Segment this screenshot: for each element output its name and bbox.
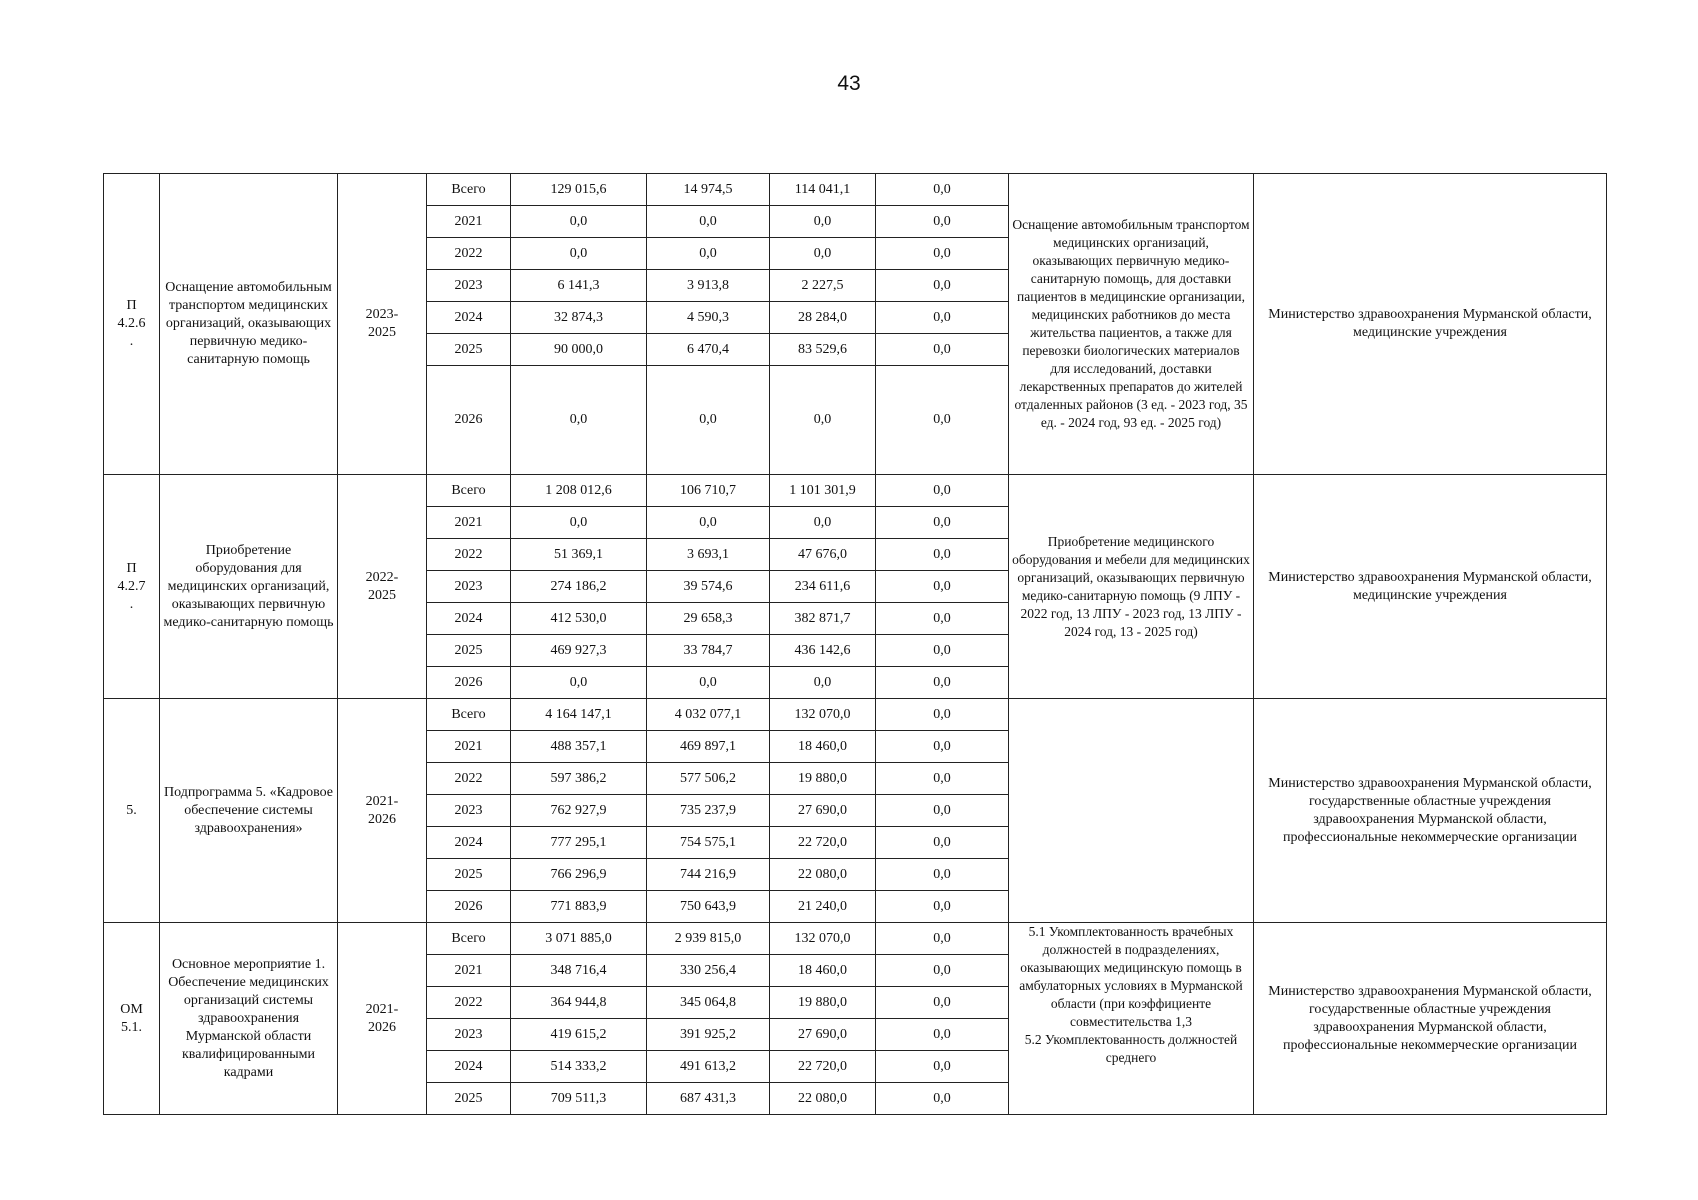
other-sources-cell: 0,0 xyxy=(876,795,1009,827)
table-body xyxy=(104,174,1607,1115)
total-cell: 0,0 xyxy=(511,667,647,699)
regional-budget-cell: 27 690,0 xyxy=(770,1019,876,1051)
federal-budget-cell: 3 693,1 xyxy=(647,539,770,571)
regional-budget-cell: 2 227,5 xyxy=(770,270,876,302)
year-cell: 2024 xyxy=(427,827,511,859)
federal-budget-cell: 2 939 815,0 xyxy=(647,923,770,955)
year-cell: Всего xyxy=(427,475,511,507)
total-cell: 597 386,2 xyxy=(511,763,647,795)
period-cell: 2021- 2026 xyxy=(338,699,427,923)
table-row xyxy=(104,699,1607,731)
regional-budget-cell: 19 880,0 xyxy=(770,987,876,1019)
regional-budget-cell: 18 460,0 xyxy=(770,731,876,763)
federal-budget-cell: 345 064,8 xyxy=(647,987,770,1019)
total-cell: 0,0 xyxy=(511,238,647,270)
total-cell: 0,0 xyxy=(511,507,647,539)
federal-budget-cell: 491 613,2 xyxy=(647,1051,770,1083)
total-cell: 129 015,6 xyxy=(511,174,647,206)
other-sources-cell: 0,0 xyxy=(876,270,1009,302)
regional-budget-cell: 18 460,0 xyxy=(770,955,876,987)
other-sources-cell: 0,0 xyxy=(876,302,1009,334)
federal-budget-cell: 6 470,4 xyxy=(647,334,770,366)
item-code-cell: П 4.2.7 . xyxy=(104,475,160,699)
other-sources-cell: 0,0 xyxy=(876,891,1009,923)
indicator-cell: 5.1 Укомплектованность врачебных должностей в подразделениях, оказывающих медицинскую помощь в амбулаторных условиях в Мурманской области (при коэффициенте совместительства 1,3 5.2 Укомплектованность должностей среднего xyxy=(1009,923,1254,1115)
other-sources-cell: 0,0 xyxy=(876,763,1009,795)
program-table xyxy=(103,173,1607,1115)
total-cell: 0,0 xyxy=(511,206,647,238)
year-cell: Всего xyxy=(427,699,511,731)
regional-budget-cell: 0,0 xyxy=(770,667,876,699)
regional-budget-cell: 382 871,7 xyxy=(770,603,876,635)
item-code-cell: П 4.2.6 . xyxy=(104,174,160,475)
total-cell: 3 071 885,0 xyxy=(511,923,647,955)
other-sources-cell: 0,0 xyxy=(876,475,1009,507)
year-cell: 2022 xyxy=(427,539,511,571)
other-sources-cell: 0,0 xyxy=(876,206,1009,238)
regional-budget-cell: 132 070,0 xyxy=(770,923,876,955)
indicator-cell: Приобретение медицинского оборудования и мебели для медицинских организаций, оказывающих первичную медико-санитарную помощь (9 ЛПУ - 2022 год, 13 ЛПУ - 2023 год, 13 ЛПУ - 2024 год, 13 - 2025 год) xyxy=(1009,475,1254,699)
federal-budget-cell: 33 784,7 xyxy=(647,635,770,667)
total-cell: 412 530,0 xyxy=(511,603,647,635)
other-sources-cell: 0,0 xyxy=(876,1051,1009,1083)
year-cell: 2021 xyxy=(427,731,511,763)
total-cell: 771 883,9 xyxy=(511,891,647,923)
federal-budget-cell: 14 974,5 xyxy=(647,174,770,206)
other-sources-cell: 0,0 xyxy=(876,731,1009,763)
item-name-cell: Подпрограмма 5. «Кадровое обеспечение системы здравоохранения» xyxy=(160,699,338,923)
year-cell: 2026 xyxy=(427,366,511,475)
total-cell: 1 208 012,6 xyxy=(511,475,647,507)
year-cell: 2024 xyxy=(427,302,511,334)
federal-budget-cell: 750 643,9 xyxy=(647,891,770,923)
regional-budget-cell: 132 070,0 xyxy=(770,699,876,731)
federal-budget-cell: 330 256,4 xyxy=(647,955,770,987)
year-cell: 2023 xyxy=(427,1019,511,1051)
year-cell: 2021 xyxy=(427,507,511,539)
item-code-cell: 5. xyxy=(104,699,160,923)
period-cell: 2023- 2025 xyxy=(338,174,427,475)
year-cell: Всего xyxy=(427,174,511,206)
table-row xyxy=(104,174,1607,206)
federal-budget-cell: 3 913,8 xyxy=(647,270,770,302)
year-cell: 2022 xyxy=(427,238,511,270)
total-cell: 348 716,4 xyxy=(511,955,647,987)
page-number: 43 xyxy=(837,72,861,95)
year-cell: 2021 xyxy=(427,206,511,238)
year-cell: 2025 xyxy=(427,859,511,891)
table-row xyxy=(104,923,1607,955)
regional-budget-cell: 114 041,1 xyxy=(770,174,876,206)
total-cell: 6 141,3 xyxy=(511,270,647,302)
year-cell: 2021 xyxy=(427,955,511,987)
regional-budget-cell: 0,0 xyxy=(770,366,876,475)
regional-budget-cell: 22 080,0 xyxy=(770,1083,876,1115)
regional-budget-cell: 22 720,0 xyxy=(770,827,876,859)
federal-budget-cell: 469 897,1 xyxy=(647,731,770,763)
other-sources-cell: 0,0 xyxy=(876,366,1009,475)
regional-budget-cell: 234 611,6 xyxy=(770,571,876,603)
period-cell: 2022- 2025 xyxy=(338,475,427,699)
federal-budget-cell: 0,0 xyxy=(647,667,770,699)
year-cell: 2025 xyxy=(427,635,511,667)
federal-budget-cell: 754 575,1 xyxy=(647,827,770,859)
total-cell: 766 296,9 xyxy=(511,859,647,891)
other-sources-cell: 0,0 xyxy=(876,955,1009,987)
federal-budget-cell: 577 506,2 xyxy=(647,763,770,795)
year-cell: 2025 xyxy=(427,1083,511,1115)
federal-budget-cell: 0,0 xyxy=(647,366,770,475)
other-sources-cell: 0,0 xyxy=(876,1019,1009,1051)
total-cell: 419 615,2 xyxy=(511,1019,647,1051)
other-sources-cell: 0,0 xyxy=(876,334,1009,366)
executor-cell: Министерство здравоохранения Мурманской области, медицинские учреждения xyxy=(1254,174,1607,475)
regional-budget-cell: 436 142,6 xyxy=(770,635,876,667)
regional-budget-cell: 27 690,0 xyxy=(770,795,876,827)
other-sources-cell: 0,0 xyxy=(876,539,1009,571)
total-cell: 364 944,8 xyxy=(511,987,647,1019)
item-name-cell: Основное мероприятие 1. Обеспечение медицинских организаций системы здравоохранения Мурманской области квалифицированными кадрами xyxy=(160,923,338,1115)
other-sources-cell: 0,0 xyxy=(876,987,1009,1019)
year-cell: 2023 xyxy=(427,571,511,603)
federal-budget-cell: 0,0 xyxy=(647,206,770,238)
year-cell: 2023 xyxy=(427,795,511,827)
table-row xyxy=(104,475,1607,507)
total-cell: 274 186,2 xyxy=(511,571,647,603)
federal-budget-cell: 391 925,2 xyxy=(647,1019,770,1051)
total-cell: 51 369,1 xyxy=(511,539,647,571)
total-cell: 777 295,1 xyxy=(511,827,647,859)
federal-budget-cell: 106 710,7 xyxy=(647,475,770,507)
other-sources-cell: 0,0 xyxy=(876,699,1009,731)
federal-budget-cell: 4 590,3 xyxy=(647,302,770,334)
other-sources-cell: 0,0 xyxy=(876,1083,1009,1115)
year-cell: 2022 xyxy=(427,987,511,1019)
regional-budget-cell: 83 529,6 xyxy=(770,334,876,366)
total-cell: 709 511,3 xyxy=(511,1083,647,1115)
other-sources-cell: 0,0 xyxy=(876,859,1009,891)
total-cell: 469 927,3 xyxy=(511,635,647,667)
regional-budget-cell: 22 080,0 xyxy=(770,859,876,891)
regional-budget-cell: 22 720,0 xyxy=(770,1051,876,1083)
executor-cell: Министерство здравоохранения Мурманской области, государственные областные учреждения здравоохранения Мурманской области, профессиональные некоммерческие организации xyxy=(1254,923,1607,1115)
total-cell: 488 357,1 xyxy=(511,731,647,763)
regional-budget-cell: 0,0 xyxy=(770,507,876,539)
total-cell: 32 874,3 xyxy=(511,302,647,334)
year-cell: 2026 xyxy=(427,891,511,923)
executor-cell: Министерство здравоохранения Мурманской области, медицинские учреждения xyxy=(1254,475,1607,699)
year-cell: 2025 xyxy=(427,334,511,366)
federal-budget-cell: 687 431,3 xyxy=(647,1083,770,1115)
other-sources-cell: 0,0 xyxy=(876,507,1009,539)
indicator-cell xyxy=(1009,699,1254,923)
other-sources-cell: 0,0 xyxy=(876,827,1009,859)
period-cell: 2021- 2026 xyxy=(338,923,427,1115)
regional-budget-cell: 28 284,0 xyxy=(770,302,876,334)
total-cell: 90 000,0 xyxy=(511,334,647,366)
regional-budget-cell: 0,0 xyxy=(770,238,876,270)
year-cell: 2026 xyxy=(427,667,511,699)
other-sources-cell: 0,0 xyxy=(876,667,1009,699)
federal-budget-cell: 744 216,9 xyxy=(647,859,770,891)
year-cell: 2024 xyxy=(427,1051,511,1083)
federal-budget-cell: 4 032 077,1 xyxy=(647,699,770,731)
federal-budget-cell: 39 574,6 xyxy=(647,571,770,603)
other-sources-cell: 0,0 xyxy=(876,923,1009,955)
other-sources-cell: 0,0 xyxy=(876,635,1009,667)
regional-budget-cell: 47 676,0 xyxy=(770,539,876,571)
federal-budget-cell: 0,0 xyxy=(647,238,770,270)
federal-budget-cell: 735 237,9 xyxy=(647,795,770,827)
item-code-cell: ОМ 5.1. xyxy=(104,923,160,1115)
other-sources-cell: 0,0 xyxy=(876,571,1009,603)
executor-cell: Министерство здравоохранения Мурманской области, государственные областные учреждения здравоохранения Мурманской области, профессиональные некоммерческие организации xyxy=(1254,699,1607,923)
total-cell: 4 164 147,1 xyxy=(511,699,647,731)
other-sources-cell: 0,0 xyxy=(876,174,1009,206)
indicator-cell: Оснащение автомобильным транспортом медицинских организаций, оказывающих первичную медико-санитарную помощь, для доставки пациентов в медицинские организации, медицинских работников до места жительства пациентов, а также для перевозки биологических материалов для исследований, доставки лекарственных препаратов до жителей отдаленных районов (3 ед. - 2023 год, 35 ед. - 2024 год, 93 ед. - 2025 год) xyxy=(1009,174,1254,475)
item-name-cell: Приобретение оборудования для медицинских организаций, оказывающих первичную медико-санитарную помощь xyxy=(160,475,338,699)
other-sources-cell: 0,0 xyxy=(876,603,1009,635)
regional-budget-cell: 19 880,0 xyxy=(770,763,876,795)
total-cell: 762 927,9 xyxy=(511,795,647,827)
total-cell: 0,0 xyxy=(511,366,647,475)
regional-budget-cell: 0,0 xyxy=(770,206,876,238)
other-sources-cell: 0,0 xyxy=(876,238,1009,270)
year-cell: 2024 xyxy=(427,603,511,635)
year-cell: 2022 xyxy=(427,763,511,795)
year-cell: Всего xyxy=(427,923,511,955)
regional-budget-cell: 21 240,0 xyxy=(770,891,876,923)
federal-budget-cell: 29 658,3 xyxy=(647,603,770,635)
total-cell: 514 333,2 xyxy=(511,1051,647,1083)
regional-budget-cell: 1 101 301,9 xyxy=(770,475,876,507)
federal-budget-cell: 0,0 xyxy=(647,507,770,539)
year-cell: 2023 xyxy=(427,270,511,302)
item-name-cell: Оснащение автомобильным транспортом медицинских организаций, оказывающих первичную медико-санитарную помощь xyxy=(160,174,338,475)
